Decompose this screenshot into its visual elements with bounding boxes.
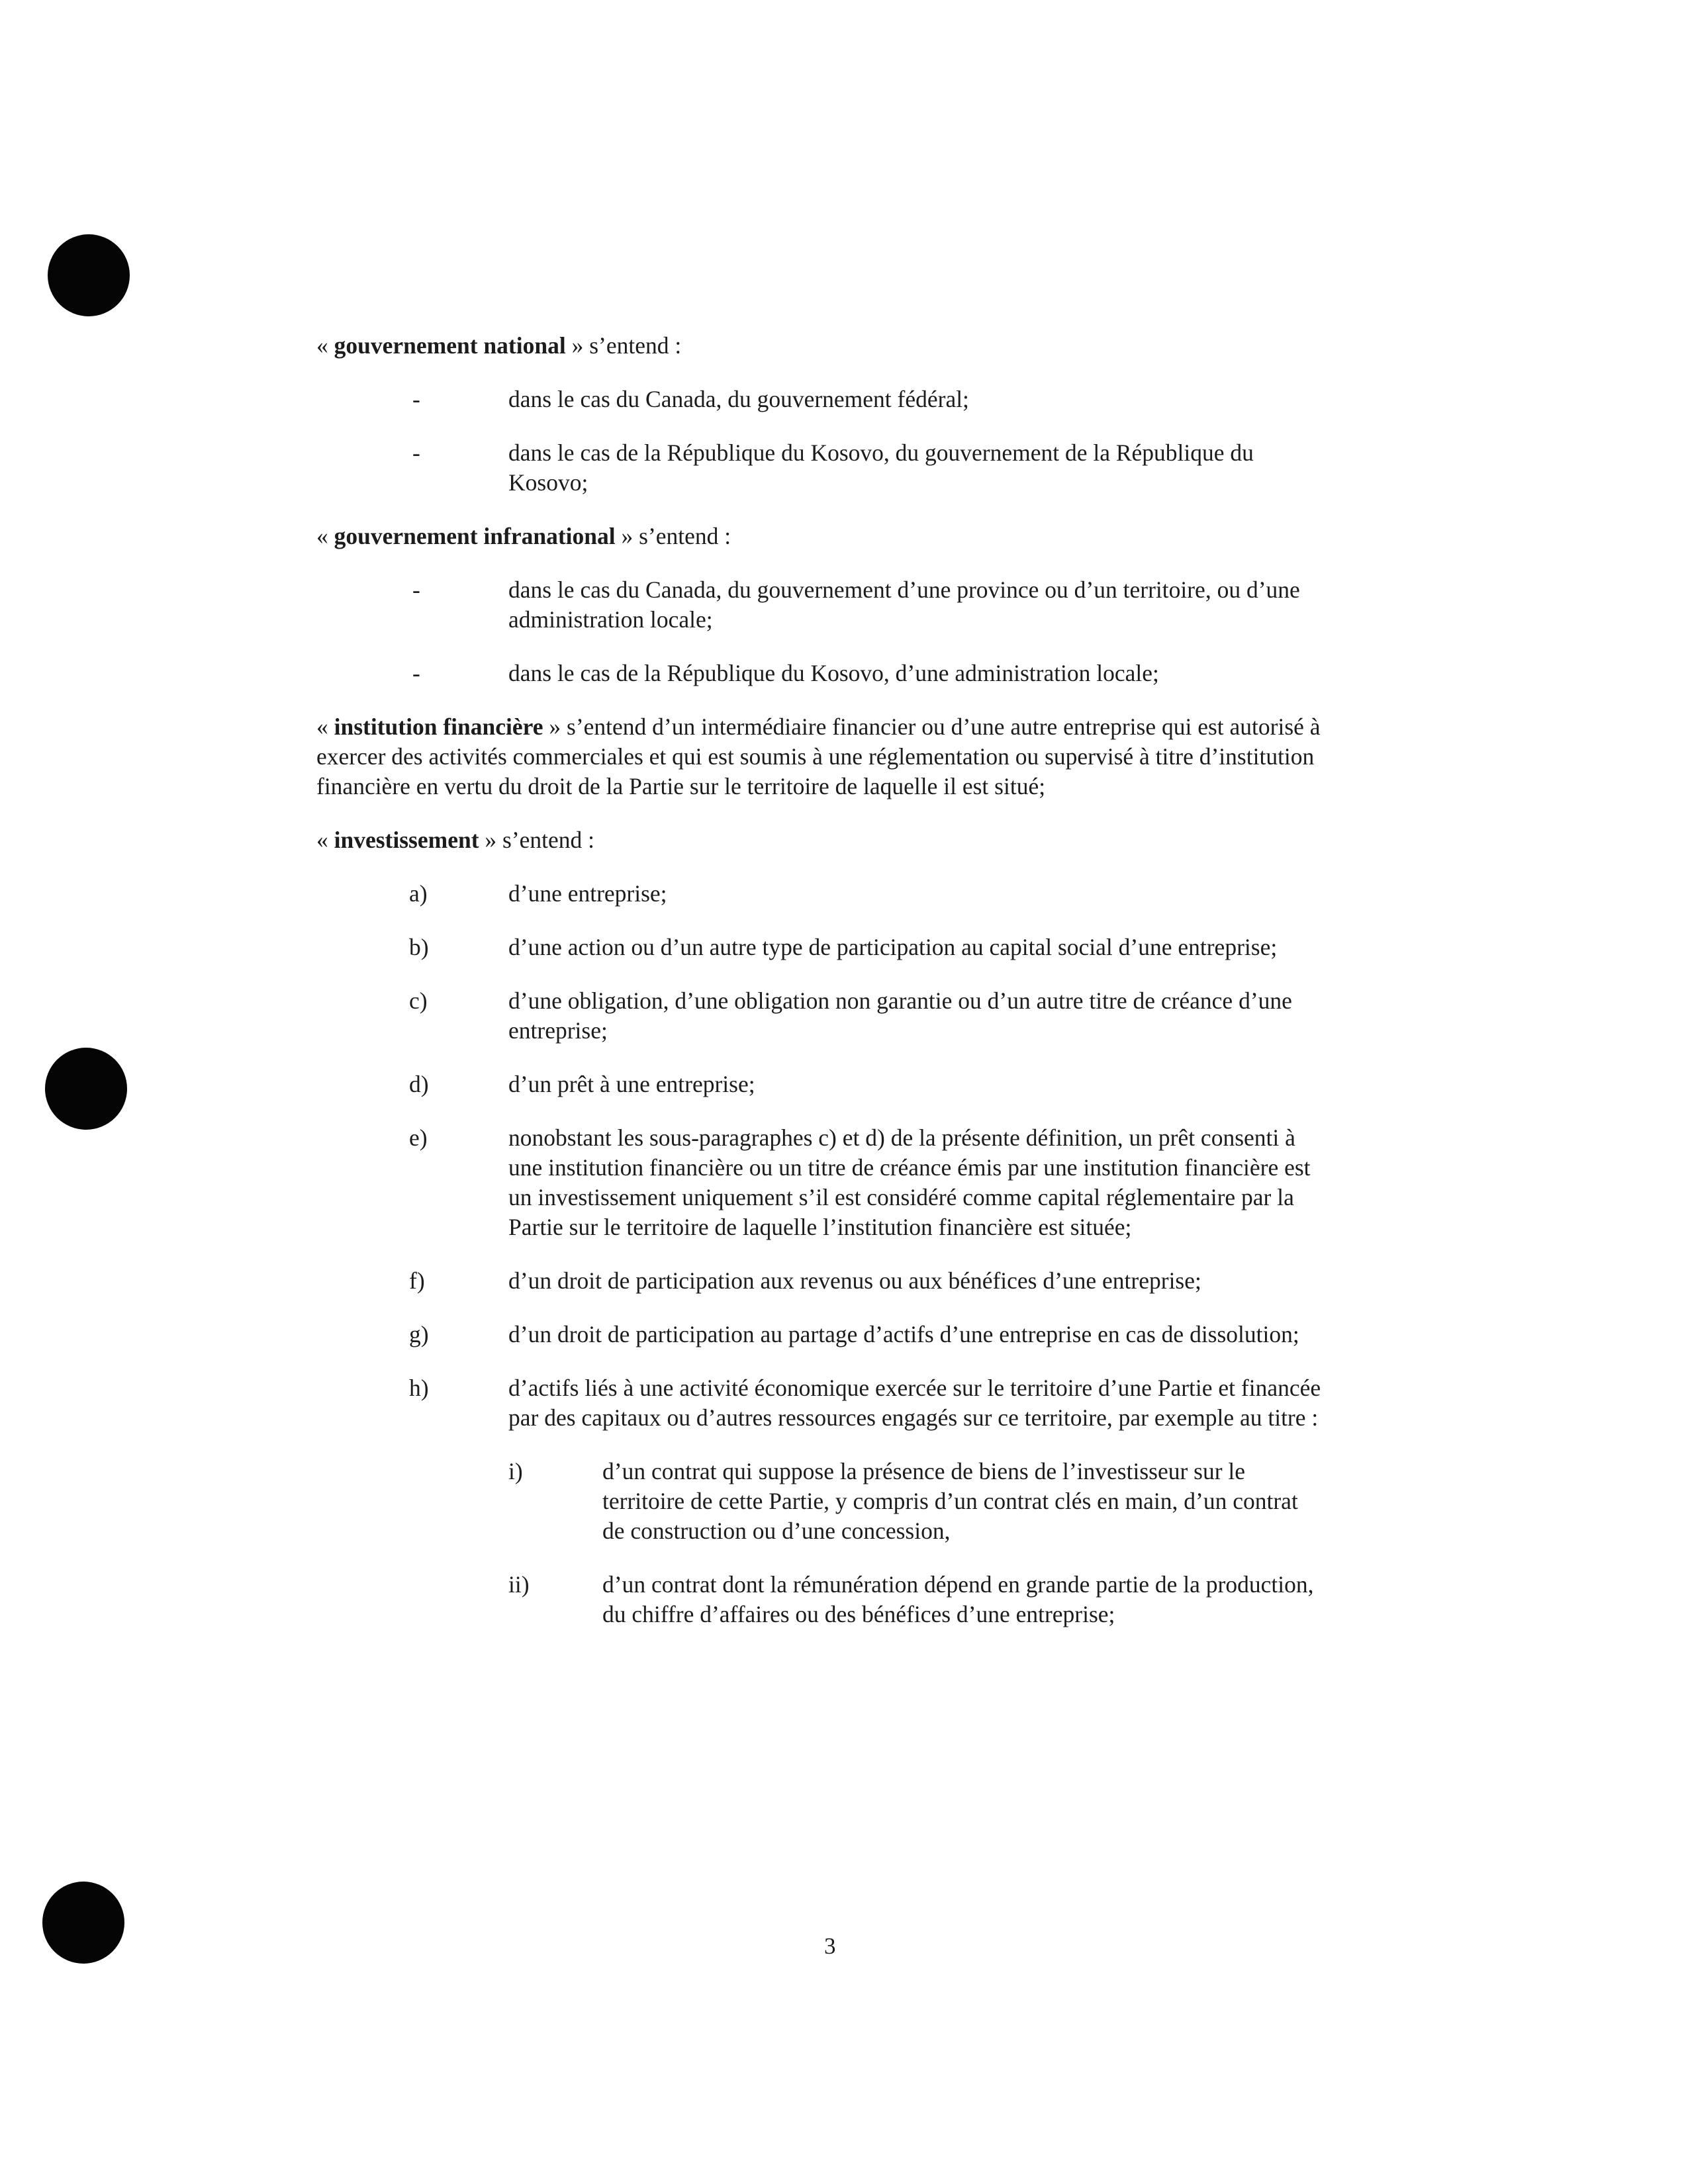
term: gouvernement infranational xyxy=(334,523,616,549)
list-marker: h) xyxy=(409,1375,429,1401)
quote-close: » xyxy=(485,827,497,853)
list-item xyxy=(316,438,1349,498)
list-item-text: d’une action ou d’un autre type de participation au capital social d’une entreprise; xyxy=(508,934,1278,960)
list-item xyxy=(316,385,1349,414)
binder-hole xyxy=(42,1882,124,1964)
list-marker: - xyxy=(412,576,420,603)
list-item xyxy=(316,659,1349,688)
list-item xyxy=(316,986,1349,1046)
definition-text: s’entend : xyxy=(502,827,595,853)
list-marker: d) xyxy=(409,1071,429,1097)
list-item xyxy=(316,1320,1349,1349)
term: institution financière xyxy=(334,713,543,740)
list-item-text: d’un prêt à une entreprise; xyxy=(508,1071,755,1097)
list-item-text: d’un droit de participation au partage d’actifs d’une entreprise en cas de dissolution; xyxy=(508,1321,1299,1347)
list-marker: g) xyxy=(409,1321,429,1347)
list-item xyxy=(316,1069,1349,1099)
sub-list-item-text: d’un contrat qui suppose la présence de biens de l’investisseur sur le territoire de cette Partie, y compris d’un contrat clés en main, d’un contrat de construction ou d’une concession, xyxy=(602,1458,1298,1544)
list-marker: - xyxy=(412,660,420,686)
definition-gouvernement-national xyxy=(316,331,1349,361)
binder-hole xyxy=(45,1048,127,1130)
binder-hole xyxy=(48,234,130,316)
list-marker: - xyxy=(412,439,420,466)
quote-open: « xyxy=(316,713,328,740)
list-marker: e) xyxy=(409,1124,428,1151)
sub-list-item-text: d’un contrat dont la rémunération dépend en grande partie de la production, du chiffre d’affaires ou des bénéfices d’une entreprise; xyxy=(602,1571,1314,1627)
list-item xyxy=(316,1266,1349,1296)
list-marker: f) xyxy=(409,1267,425,1294)
list-marker: - xyxy=(412,386,420,412)
definition-investissement xyxy=(316,825,1349,855)
term: gouvernement national xyxy=(334,332,566,359)
term: investissement xyxy=(334,827,479,853)
list-marker: b) xyxy=(409,934,429,960)
sub-list-marker: ii) xyxy=(508,1571,530,1598)
document-body xyxy=(316,331,1349,1629)
list-item-text: dans le cas de la République du Kosovo, du gouvernement de la République du Kosovo; xyxy=(508,439,1254,496)
list-marker: c) xyxy=(409,987,428,1014)
quote-open: « xyxy=(316,827,328,853)
list-item xyxy=(316,933,1349,962)
quote-open: « xyxy=(316,332,328,359)
definition-institution-financiere xyxy=(316,712,1349,801)
sub-list-item xyxy=(316,1570,1349,1629)
definition-gouvernement-infranational xyxy=(316,522,1349,551)
list-item-text: d’actifs liés à une activité économique exercée sur le territoire d’une Partie et financée par des capitaux ou d’autres ressources engagés sur ce territoire, par exemple au titre : xyxy=(508,1375,1321,1431)
list-item xyxy=(316,575,1349,635)
quote-close: » xyxy=(571,332,584,359)
list-item-text: d’une obligation, d’une obligation non garantie ou d’un autre titre de créance d’une entreprise; xyxy=(508,987,1292,1044)
quote-close: » xyxy=(549,713,561,740)
list-item xyxy=(316,1123,1349,1242)
definition-text: s’entend : xyxy=(639,523,731,549)
list-item-text: nonobstant les sous-paragraphes c) et d) de la présente définition, un prêt consenti à une institution financière ou un titre de créance émis par une institution financière est un investissement uniquement s’il est considéré comme capital réglementaire par la Partie sur le territoire de laquelle l’institution financière est située; xyxy=(508,1124,1311,1240)
definition-text: s’entend d’un intermédiaire financier ou d’une autre entreprise qui est autorisé à exercer des activités commerciales et qui est soumis à une réglementation ou supervisé à titre d’institution financière en vertu du droit de la Partie sur le territoire de laquelle il est situé; xyxy=(316,713,1321,799)
list-item-text: d’un droit de participation aux revenus ou aux bénéfices d’une entreprise; xyxy=(508,1267,1201,1294)
sub-list-marker: i) xyxy=(508,1458,523,1484)
definition-text: s’entend : xyxy=(589,332,682,359)
quote-open: « xyxy=(316,523,328,549)
quote-close: » xyxy=(621,523,633,549)
list-item-text: d’une entreprise; xyxy=(508,880,667,907)
page-number: 3 xyxy=(824,1933,836,1959)
list-item xyxy=(316,879,1349,909)
list-item-text: dans le cas du Canada, du gouvernement d’une province ou d’un territoire, ou d’une administration locale; xyxy=(508,576,1300,633)
list-marker: a) xyxy=(409,880,428,907)
sub-list-item xyxy=(316,1457,1349,1546)
list-item-text: dans le cas du Canada, du gouvernement fédéral; xyxy=(508,386,969,412)
list-item xyxy=(316,1373,1349,1433)
list-item-text: dans le cas de la République du Kosovo, d’une administration locale; xyxy=(508,660,1159,686)
